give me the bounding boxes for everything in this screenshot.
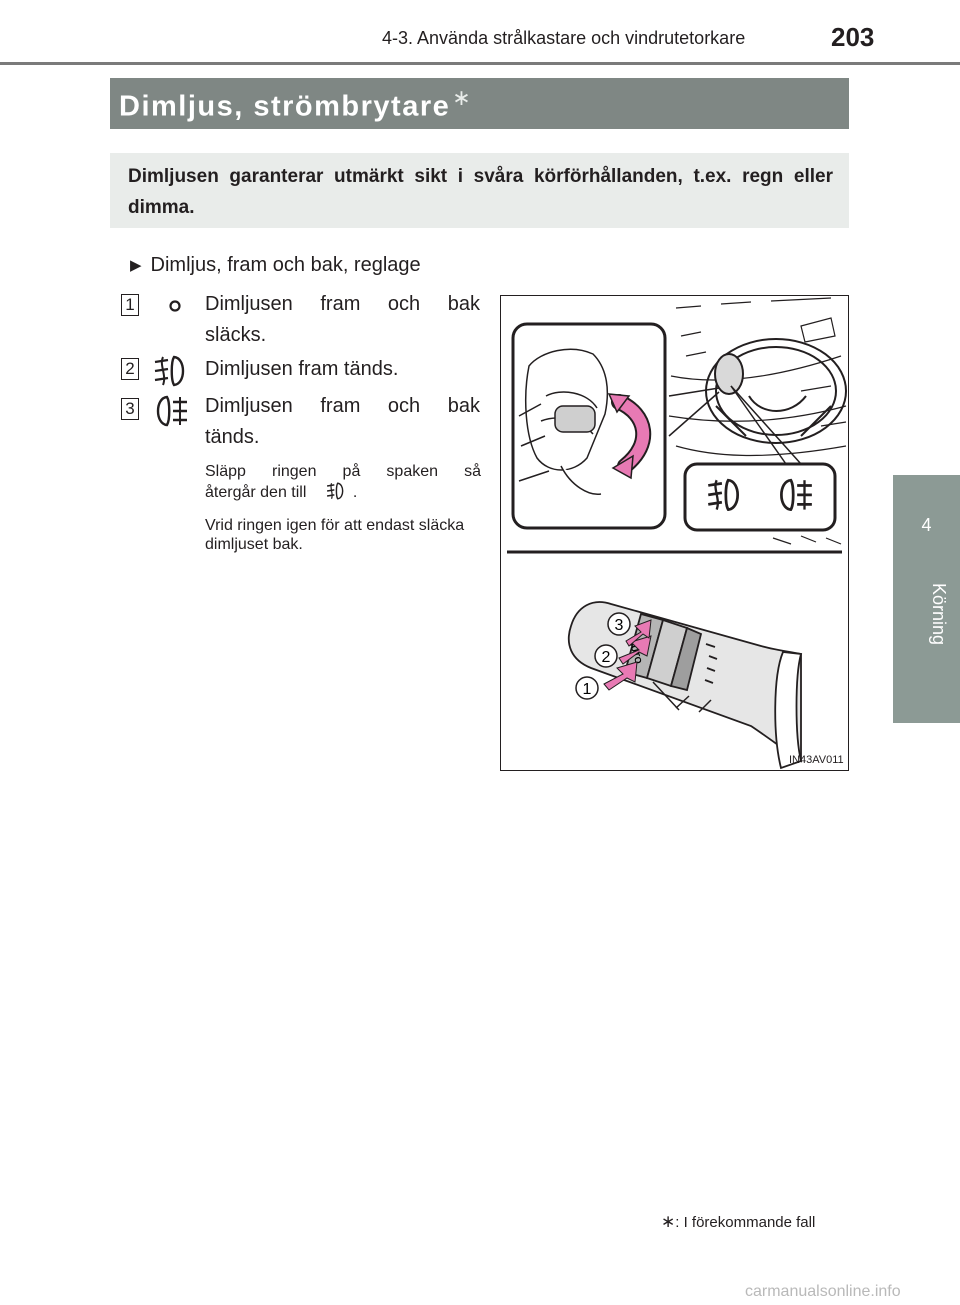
intro-box [110, 153, 849, 228]
note-release-end: . [352, 484, 358, 501]
item-description-line: Dimljusen fram och bak [205, 395, 480, 417]
off-circle-icon [162, 294, 188, 318]
note-again: Vrid ringen igen för att endast släcka dimljuset bak. [205, 517, 465, 553]
footnote-text: : I förekommande fall [675, 1214, 816, 1231]
footnote-star-mark: ∗ [661, 1212, 676, 1231]
item-heading-text: Dimljus, fram och bak, reglage [150, 254, 421, 276]
watermark: carmanualsonline.info [745, 1283, 901, 1300]
title-bar [110, 78, 849, 129]
steering-wheel-icon [706, 339, 846, 443]
rear-fog-icon [150, 393, 192, 429]
item-number-badge: 1 [121, 294, 139, 316]
svg-text:1: 1 [582, 681, 592, 698]
callout-1 [576, 677, 598, 699]
chapter-tab-number: 4 [921, 515, 932, 535]
item-description-line: tänds. [205, 426, 260, 448]
figure-panel [500, 295, 849, 771]
fog-symbols-inset [685, 464, 835, 530]
note-release-line: Släpp ringen på spaken så [205, 463, 481, 480]
item-description-line: släcks. [205, 324, 267, 346]
stalk-icon [569, 602, 801, 768]
hand-inset-panel [513, 324, 665, 528]
svg-text:2: 2 [601, 649, 611, 666]
callout-2 [595, 645, 617, 667]
chapter-tab-label: Körning [929, 583, 949, 646]
page-title [119, 85, 472, 124]
header-divider [0, 62, 960, 65]
footnote [661, 1212, 815, 1232]
title-star-mark: ∗ [452, 85, 473, 110]
page-number: 203 [831, 22, 875, 52]
front-fog-icon [323, 481, 349, 501]
item-description-line: Dimljusen fram tänds. [205, 358, 399, 380]
item-description-line: Dimljusen fram och bak [205, 293, 480, 315]
intro-text: Dimljusen garanterar utmärkt sikt i svåra körförhållanden, t.ex. regn eller dimma. [128, 166, 833, 218]
item-heading [130, 254, 421, 277]
page-title-text: Dimljus, strömbrytare [119, 90, 451, 123]
note-release-line [205, 481, 357, 502]
item-number-badge: 2 [121, 358, 139, 380]
figure-illustration [501, 296, 848, 770]
front-fog-icon [150, 353, 192, 389]
callout-3 [608, 613, 630, 635]
item-number-badge: 3 [121, 398, 139, 420]
chapter-tab[interactable] [893, 475, 960, 723]
triangle-marker-icon: ▶ [130, 257, 142, 274]
svg-text:3: 3 [614, 617, 624, 634]
note-release-text: återgår den till [205, 484, 307, 501]
section-heading: 4-3. Använda strålkastare och vindrutetorkare [382, 28, 746, 48]
figure-code: IN43AV011 [789, 754, 844, 766]
